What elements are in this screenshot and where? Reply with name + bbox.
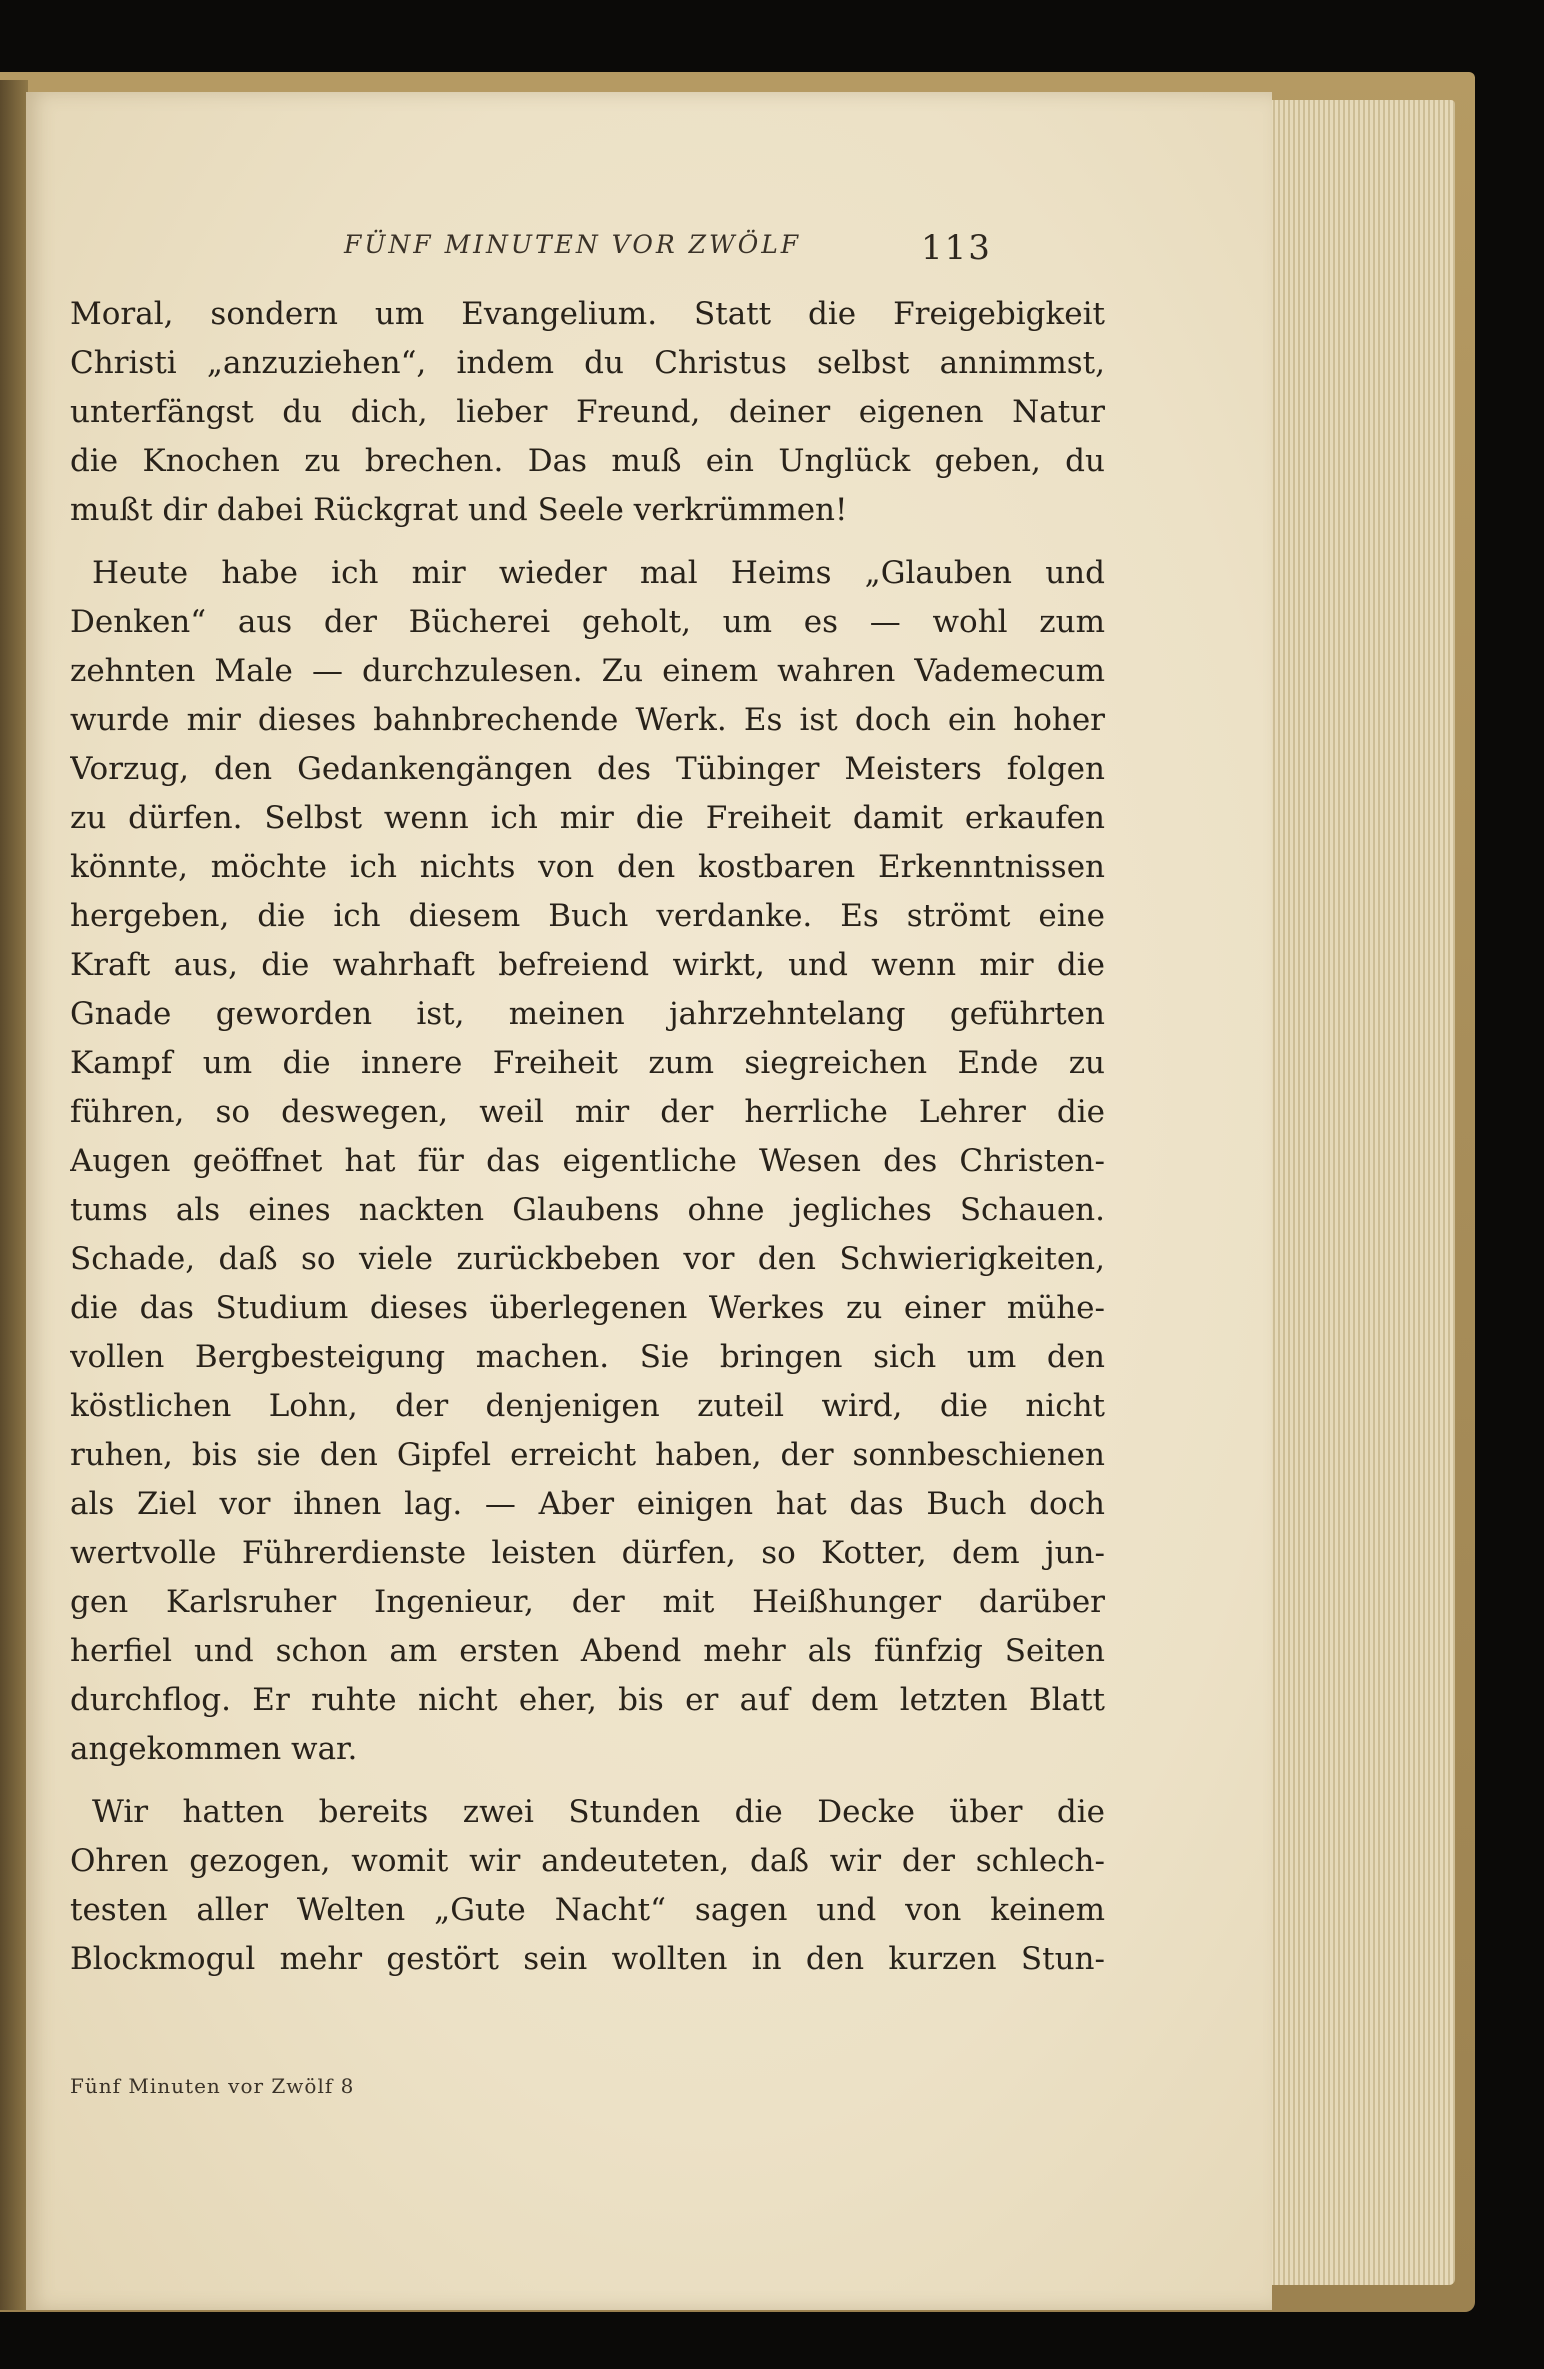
paragraph: [70, 1788, 1105, 1984]
text-line: Denken“ aus der Bücherei geholt, um es — wohl zum: [70, 604, 1105, 640]
text-line: könnte, möchte ich nichts von den kostbaren Erkenntnissen: [70, 849, 1105, 885]
book-page: [26, 92, 1272, 2310]
text-line: Kampf um die innere Freiheit zum siegreichen Ende zu: [70, 1045, 1105, 1081]
text-line: unterfängst du dich, lieber Freund, deiner eigenen Natur: [70, 394, 1105, 430]
body-text: [70, 290, 1105, 1984]
signature-line: Fünf Minuten vor Zwölf 8: [70, 2074, 355, 2098]
page-block-edges: [1255, 100, 1455, 2285]
text-line: Moral, sondern um Evangelium. Statt die Freigebigkeit: [70, 296, 1105, 332]
text-line: durchflog. Er ruhte nicht eher, bis er auf dem letzten Blatt: [70, 1682, 1105, 1718]
paragraph: [70, 549, 1105, 1774]
page-number: 113: [921, 228, 992, 268]
text-line: vollen Bergbesteigung machen. Sie bringen sich um den: [70, 1339, 1105, 1375]
text-line: wurde mir dieses bahnbrechende Werk. Es ist doch ein hoher: [70, 702, 1105, 738]
text-line: Augen geöffnet hat für das eigentliche Wesen des Christen-: [70, 1143, 1105, 1179]
text-line: Schade, daß so viele zurückbeben vor den Schwierigkeiten,: [70, 1241, 1105, 1277]
text-line: mußt dir dabei Rückgrat und Seele verkrümmen!: [70, 492, 848, 528]
binding-gutter: [0, 80, 28, 2310]
text-line: angekommen war.: [70, 1731, 358, 1767]
text-line: führen, so deswegen, weil mir der herrliche Lehrer die: [70, 1094, 1105, 1130]
paragraph: [70, 290, 1105, 535]
text-line: Vorzug, den Gedankengängen des Tübinger Meisters folgen: [70, 751, 1105, 787]
text-line: Christi „anzuziehen“, indem du Christus selbst annimmst,: [70, 345, 1105, 381]
text-line: hergeben, die ich diesem Buch verdanke. Es strömt eine: [70, 898, 1105, 934]
text-line: ruhen, bis sie den Gipfel erreicht haben, der sonnbeschienen: [70, 1437, 1105, 1473]
text-line: als Ziel vor ihnen lag. — Aber einigen hat das Buch doch: [70, 1486, 1105, 1522]
running-head: FÜNF MINUTEN VOR ZWÖLF: [344, 230, 802, 259]
text-line: herfiel und schon am ersten Abend mehr als fünfzig Seiten: [70, 1633, 1105, 1669]
text-line: Wir hatten bereits zwei Stunden die Decke über die: [92, 1794, 1105, 1830]
text-line: wertvolle Führerdienste leisten dürfen, so Kotter, dem jun-: [70, 1535, 1105, 1571]
text-line: Gnade geworden ist, meinen jahrzehntelang geführten: [70, 996, 1105, 1032]
text-line: Heute habe ich mir wieder mal Heims „Glauben und: [92, 555, 1105, 591]
text-line: die das Studium dieses überlegenen Werkes zu einer mühe-: [70, 1290, 1105, 1326]
text-line: Ohren gezogen, womit wir andeuteten, daß wir der schlech-: [70, 1843, 1105, 1879]
text-line: gen Karlsruher Ingenieur, der mit Heißhunger darüber: [70, 1584, 1105, 1620]
text-line: zu dürfen. Selbst wenn ich mir die Freiheit damit erkaufen: [70, 800, 1105, 836]
text-line: Blockmogul mehr gestört sein wollten in den kurzen Stun-: [70, 1941, 1105, 1977]
text-line: testen aller Welten „Gute Nacht“ sagen und von keinem: [70, 1892, 1105, 1928]
text-line: tums als eines nackten Glaubens ohne jegliches Schauen.: [70, 1192, 1105, 1228]
text-line: zehnten Male — durchzulesen. Zu einem wahren Vademecum: [70, 653, 1105, 689]
text-line: Kraft aus, die wahrhaft befreiend wirkt, und wenn mir die: [70, 947, 1105, 983]
text-line: köstlichen Lohn, der denjenigen zuteil wird, die nicht: [70, 1388, 1105, 1424]
text-line: die Knochen zu brechen. Das muß ein Unglück geben, du: [70, 443, 1105, 479]
